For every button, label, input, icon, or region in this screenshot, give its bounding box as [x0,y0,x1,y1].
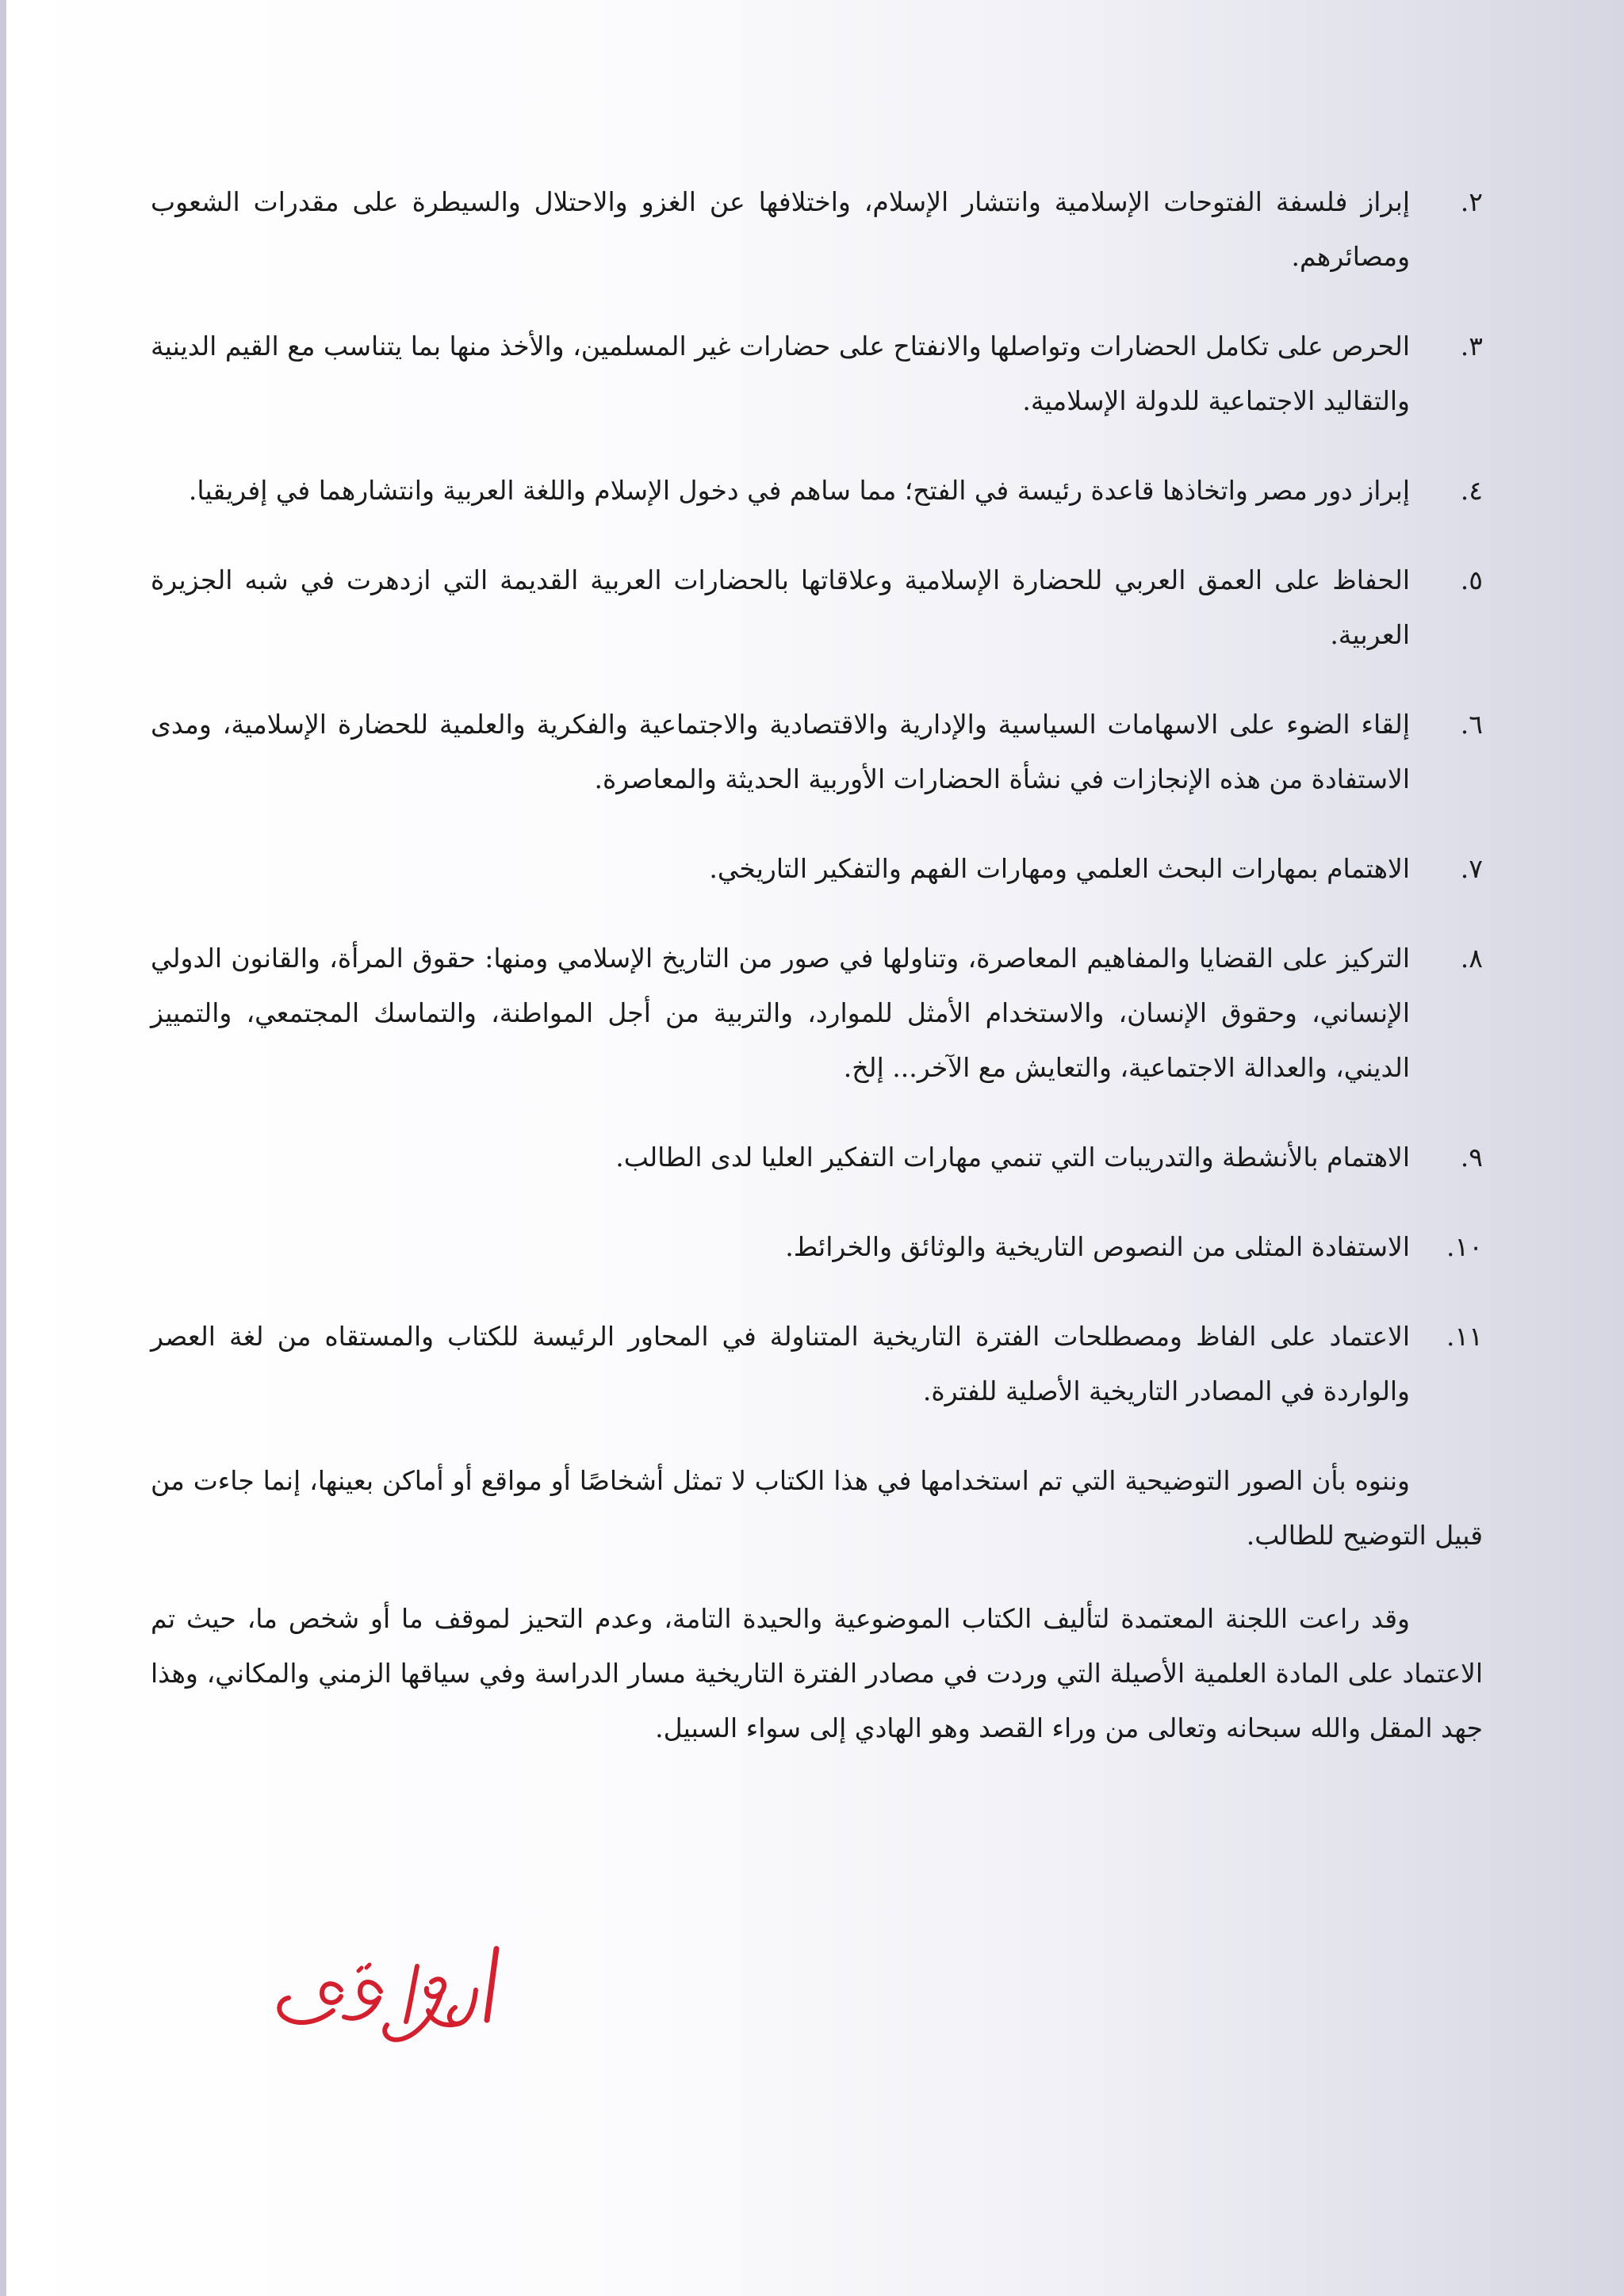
list-item-text: الاهتمام بالأنشطة والتدريبات التي تنمي مهارات التفكير العليا لدى الطالب. [615,1142,1410,1173]
list-item-text: إبراز دور مصر واتخاذها قاعدة رئيسة في الفتح؛ مما ساهم في دخول الإسلام واللغة العربية وانتشارهما في إفريقيا. [188,475,1410,506]
list-item-number: ٤. [1460,475,1483,506]
list-item-text: الاهتمام بمهارات البحث العلمي ومهارات الفهم والتفكير التاريخي. [709,853,1410,884]
list-item-number: ٥. [1460,564,1483,595]
list-item-text: الحرص على تكامل الحضارات وتواصلها والانفتاح على حضارات غير المسلمين، والأخذ منها بما يتناسب مع القيم الدينية والتقاليد الاجتماعية للدولة الإسلامية. [151,331,1410,416]
list-item-number: ٨. [1460,943,1483,974]
list-item-number: ١٠. [1446,1231,1483,1262]
list-item [151,841,1483,896]
list-item-number: ٣. [1460,331,1483,362]
list-item [151,319,1483,428]
list-item-text: الحفاظ على العمق العربي للحضارة الإسلامية وعلاقاتها بالحضارات العربية القديمة التي ازدهرت في شبه الجزيرة العربية. [151,564,1410,650]
list-item [151,1130,1483,1184]
list-item-number: ٢. [1460,186,1483,217]
list-item-text: التركيز على القضايا والمفاهيم المعاصرة، وتناولها في صور من التاريخ الإسلامي ومنها: حقوق المرأة، والقانون الدولي الإنساني، وحقوق الإنسان، والاستخدام الأمثل للموارد، والتربية من أجل المواطنة، والتماسك المجتمعي، والتمييز الديني، والعدالة الاجتماعية، والتعايش مع الآخر... إلخ. [151,943,1410,1083]
signature-calligraphy-image [262,1934,508,2053]
list-item [151,463,1483,518]
list-item-number: ٦. [1460,709,1483,740]
document-page [151,174,1483,1784]
list-item [151,174,1483,284]
list-item [151,697,1483,806]
list-item-number: ٧. [1460,853,1483,884]
objectives-list [151,174,1483,1418]
list-item-text: إبراز فلسفة الفتوحات الإسلامية وانتشار الإسلام، واختلافها عن الغزو والاحتلال والسيطرة على مقدرات الشعوب ومصائرهم. [151,186,1410,272]
committee-note-paragraph: وقد راعت اللجنة المعتمدة لتأليف الكتاب الموضوعية والحيدة التامة، وعدم التحيز لموقف ما أو شخص ما، حيث تم الاعتماد على المادة العلمية الأصيلة التي وردت في مصادر الفترة التاريخية مسار الدراسة وفي سياقها الزمني والمكاني، وهذا جهد المقل والله سبحانه وتعالى من وراء القصد وهو الهادي إلى سواء السبيل. [151,1603,1483,1743]
list-item [151,1219,1483,1274]
closing-notes [151,1453,1483,1755]
list-item-text: إلقاء الضوء على الاسهامات السياسية والإدارية والاقتصادية والاجتماعية والفكرية والعلمية للحضارة الإسلامية، ومدى الاستفادة من هذه الإنجازات في نشأة الحضارات الأوربية الحديثة والمعاصرة. [151,709,1410,794]
list-item [151,931,1483,1095]
list-item [151,553,1483,662]
illustrations-note-paragraph: وننوه بأن الصور التوضيحية التي تم استخدامها في هذا الكتاب لا تمثل أشخاصًا أو مواقع أو أماكن بعينها، إنما جاءت من قبيل التوضيح للطالب. [151,1465,1483,1551]
list-item-text: الاعتماد على الفاظ ومصطلحات الفترة التاريخية المتناولة في المحاور الرئيسة للكتاب والمستقاه من لغة العصر والواردة في المصادر التاريخية الأصلية للفترة. [151,1321,1410,1406]
list-item-text: الاستفادة المثلى من النصوص التاريخية والوثائق والخرائط. [785,1231,1410,1262]
list-item [151,1309,1483,1418]
authors-signature [262,1934,508,2053]
list-item-number: ١١. [1446,1321,1483,1352]
page-edge-band [0,0,6,2296]
list-item-number: ٩. [1460,1142,1483,1173]
